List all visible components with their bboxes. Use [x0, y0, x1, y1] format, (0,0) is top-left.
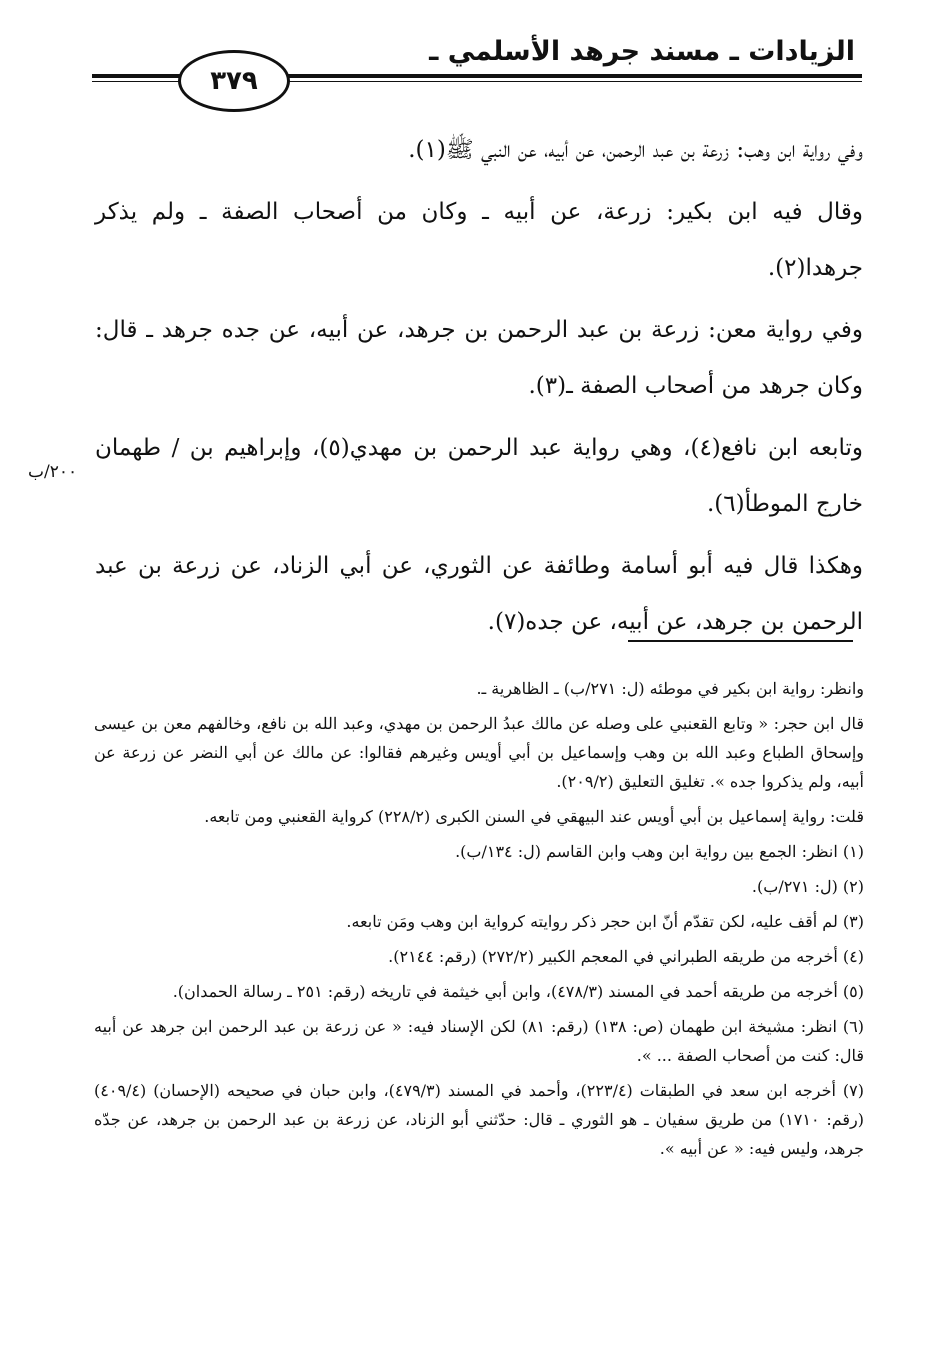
paragraph: وقال فيه ابن بكير: زرعة، عن أبيه ـ وكان من أصحاب الصفة ـ ولم يذكر جرهدا(٢).: [95, 199, 863, 281]
footnote: وانظر: رواية ابن بكير في موطئه (ل: ٢٧١/ب) ـ الظاهرية ـ.: [476, 679, 864, 698]
footnote: (١) انظر: الجمع بين رواية ابن وهب وابن القاسم (ل: ١٣٤/ب).: [455, 842, 864, 861]
manuscript-folio-note: ٢٠٠/ب: [28, 462, 78, 482]
footnote-separator: [628, 640, 853, 642]
footnote: (٢) (ل: ٢٧١/ب).: [751, 877, 864, 896]
footnote: (٧) أخرجه ابن سعد في الطبقات (٢٢٣/٤)، وأحمد في المسند (٤٧٩/٣)، وابن حبان في صحيحه (الإحسان) (٤٠٩/٤) (رقم: ١٧١٠) من طريق سفيان ـ هو الثوري ـ قال: حدّثني أبو الزناد، عن زرعة بن عبد الرحمن بن جرهد، عن جدّه جرهد، وليس فيه: « عن أبيه ».: [94, 1081, 864, 1158]
footnote: قال ابن حجر: « وتابع القعنبي على وصله عن مالك عبدُ الرحمن بن مهدي، وعبد الله بن نافع، وخالفهم معن بن عيسى وإسحاق الطباع وعبد الله بن وهب وإسماعيل بن أبي أويس وغيرهم فقالوا: عن مالك عن أبي النضر عن زرعة عن أبيه، ولم يذكروا جده ». تغليق التعليق (٢٠٩/٢).: [94, 714, 864, 791]
paragraph: وهكذا قال فيه أبو أسامة وطائفة عن الثوري، عن أبي الزناد، عن زرعة بن عبد الرحمن بن جرهد، عن أبيه، عن جده(٧).: [95, 553, 863, 635]
footnote: (٦) انظر: مشيخة ابن طهمان (ص: ١٣٨) (رقم: ٨١) لكن الإسناد فيه: « عن زرعة بن عبد الرحمن ابن جرهد عن أبيه قال: كنت من أصحاب الصفة ... ».: [94, 1017, 864, 1065]
paragraph: وفي رواية ابن وهب: زرعة بن عبد الرحمن، عن أبيه، عن النبي ﷺ(١).: [408, 137, 863, 163]
paragraph: وفي رواية معن: زرعة بن عبد الرحمن بن جرهد، عن أبيه، عن جده جرهد ـ قال: وكان جرهد من أصحاب الصفة ـ(٣).: [95, 317, 863, 399]
page-number: ٣٧٩: [178, 50, 290, 112]
running-header: الزيادات ـ مسند جرهد الأسلمي ـ: [429, 36, 855, 67]
footnote: (٥) أخرجه من طريقه أحمد في المسند (٤٧٨/٣)، وابن أبي خيثمة في تاريخه (رقم: ٢٥١ ـ رسالة الحمدان).: [172, 982, 864, 1001]
paragraph: وتابعه ابن نافع(٤)، وهي رواية عبد الرحمن بن مهدي(٥)، وإبراهيم بن / طهمان خارج الموطأ(٦).: [95, 435, 863, 517]
main-text: [95, 122, 863, 656]
footnote: (٤) أخرجه من طريقه الطبراني في المعجم الكبير (٢٧٢/٢) (رقم: ٢١٤٤).: [388, 947, 864, 966]
footnote: قلت: رواية إسماعيل بن أبي أويس عند البيهقي في السنن الكبرى (٢٢٨/٢) كرواية القعنبي ومن تابعه.: [204, 807, 864, 826]
footnote: (٣) لم أقف عليه، لكن تقدّم أنّ ابن حجر ذكر روايته كرواية ابن وهب ومَن تابعه.: [346, 912, 864, 931]
footnotes: [94, 674, 864, 1169]
